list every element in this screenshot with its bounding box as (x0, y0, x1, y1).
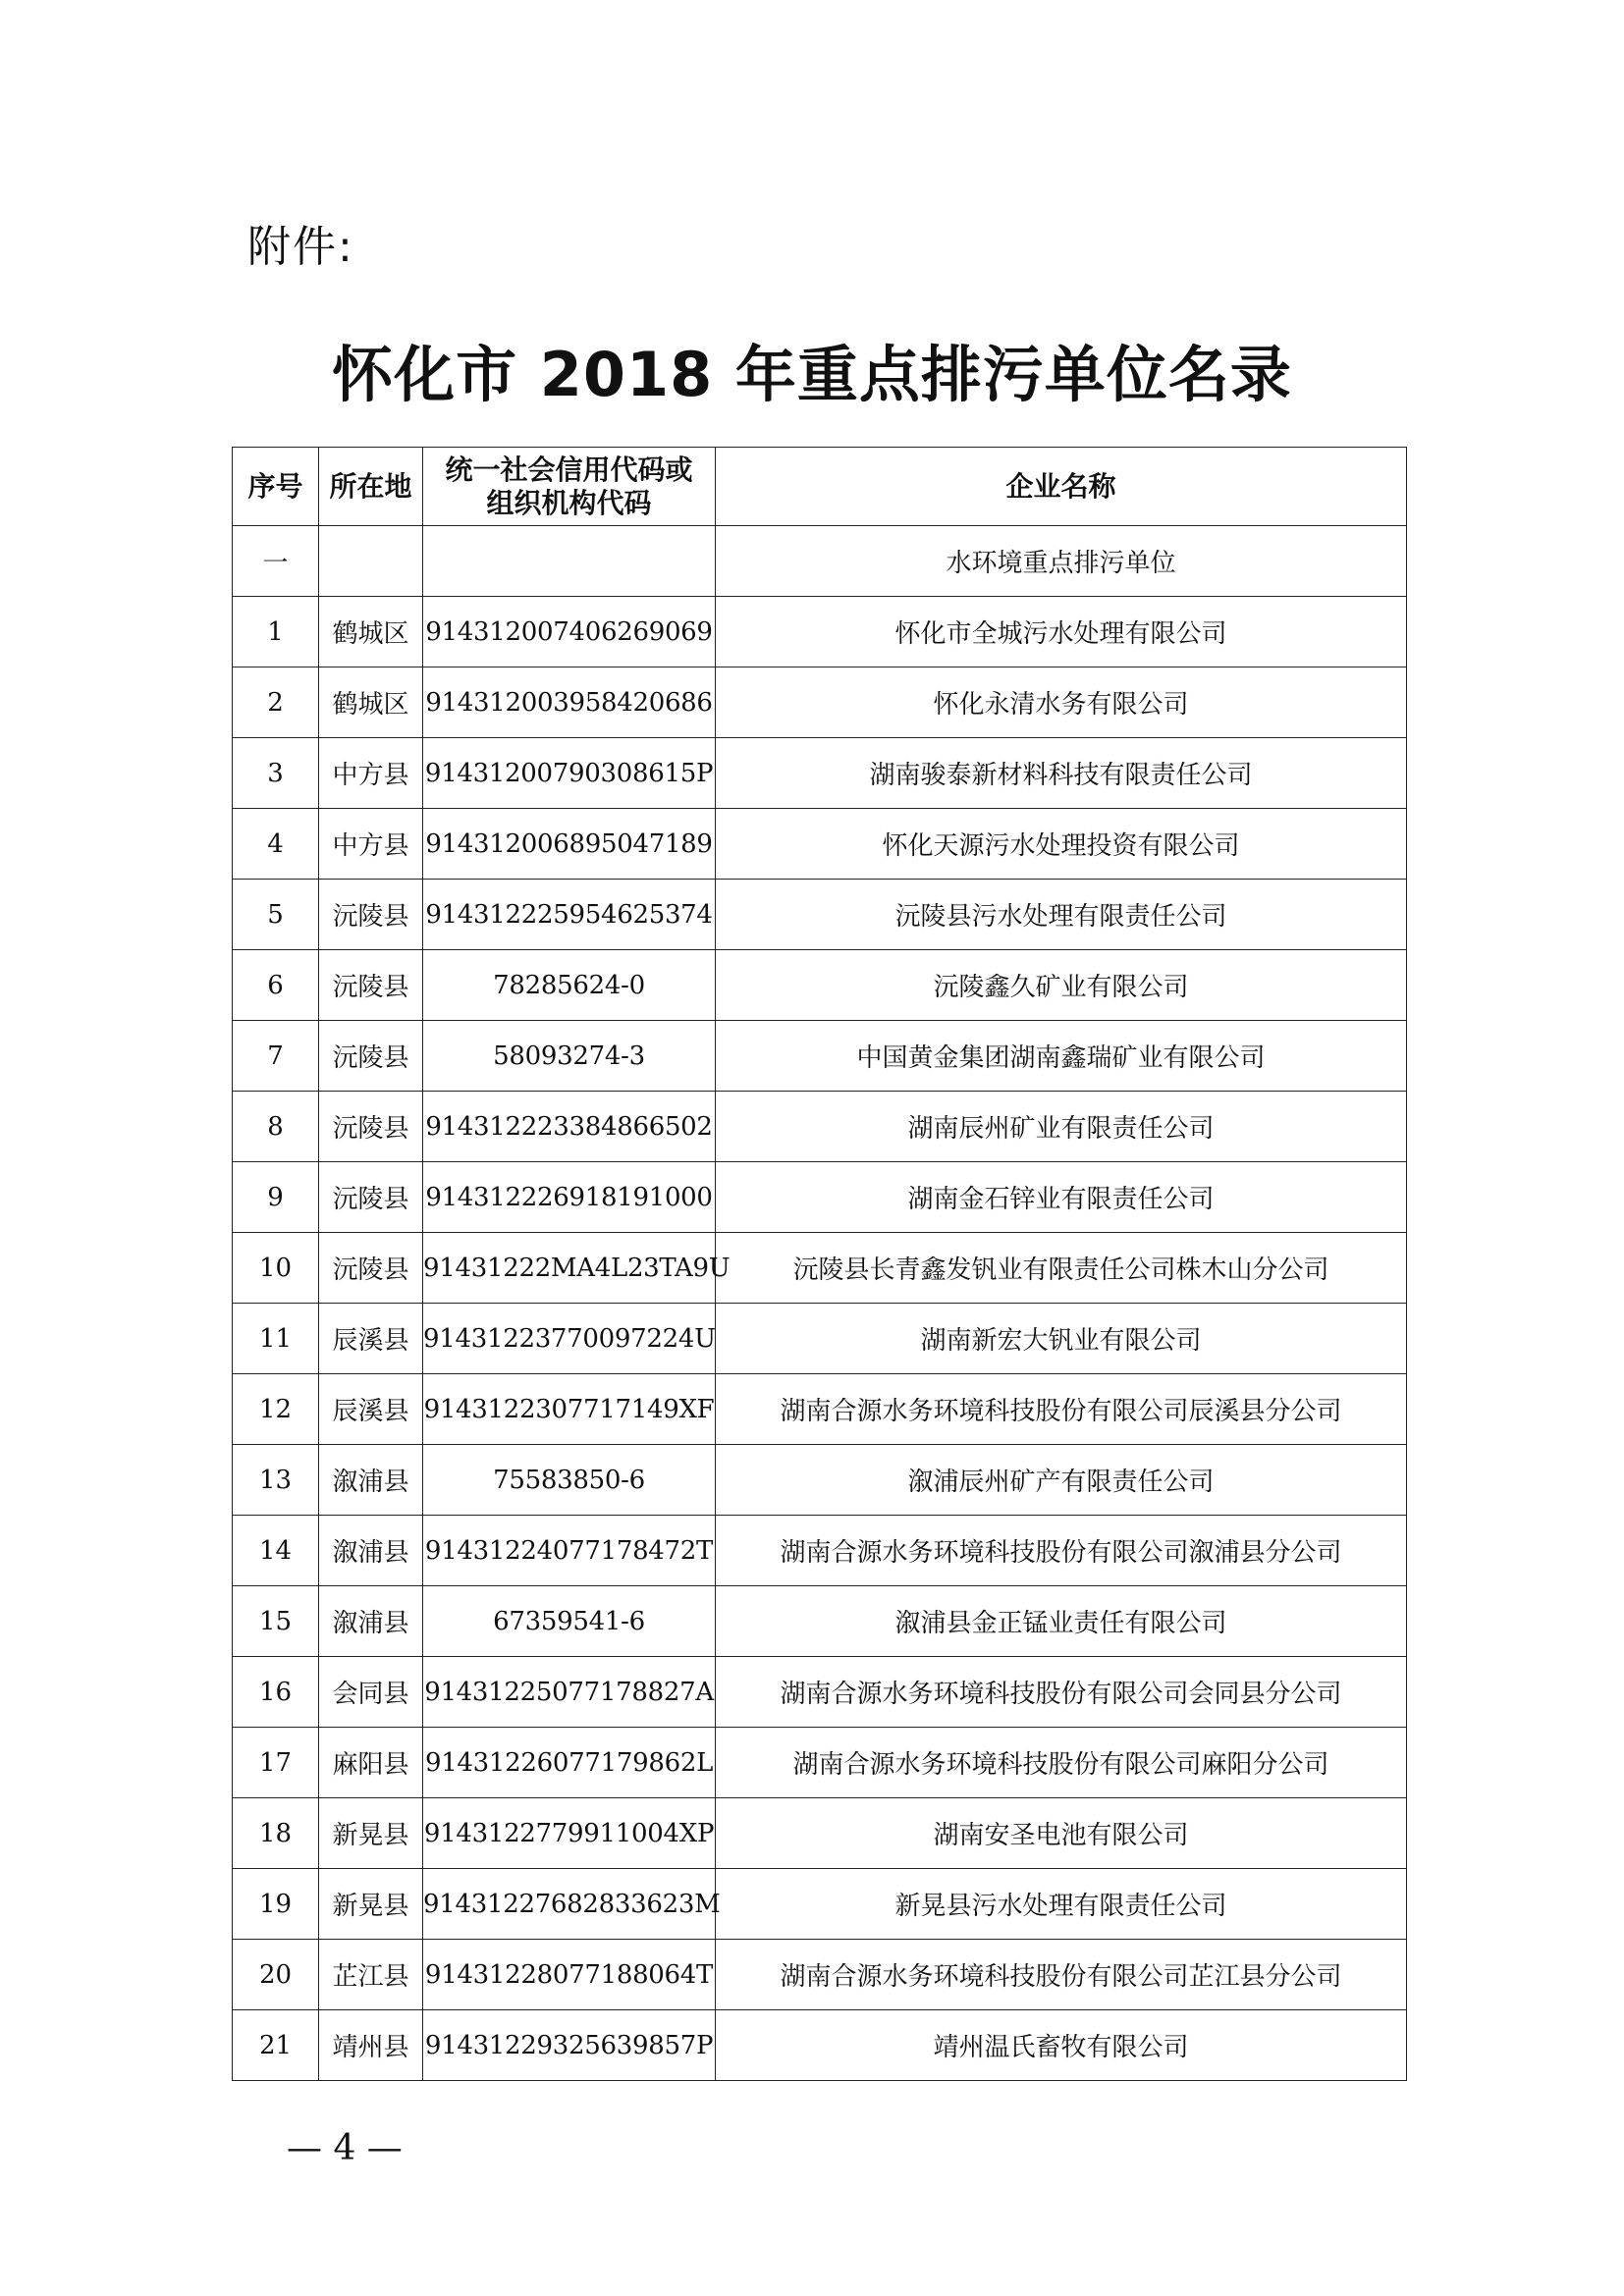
table-row (233, 809, 1407, 880)
cell-region: 溆浦县 (319, 1586, 423, 1657)
cell-seq: 13 (233, 1445, 319, 1516)
table-row (233, 1233, 1407, 1304)
cell-code: 58093274-3 (423, 1021, 716, 1092)
cell-name: 沅陵县长青鑫发钒业有限责任公司株木山分公司 (716, 1233, 1407, 1304)
cell-code: 91431222MA4L23TA9U (423, 1233, 716, 1304)
cell-code: 67359541-6 (423, 1586, 716, 1657)
header-region: 所在地 (319, 448, 423, 526)
cell-code: 91431223770097224U (423, 1304, 716, 1374)
cell-seq: 20 (233, 1940, 319, 2010)
cell-region: 沅陵县 (319, 1021, 423, 1092)
cell-name: 怀化永清水务有限公司 (716, 667, 1407, 738)
table-row (233, 1304, 1407, 1374)
cell-seq: 1 (233, 597, 319, 667)
cell-code: 9143122307717149XF (423, 1374, 716, 1445)
cell-code: 914312003958420686 (423, 667, 716, 738)
cell-name: 溆浦县金正锰业责任有限公司 (716, 1586, 1407, 1657)
cell-seq: 12 (233, 1374, 319, 1445)
cell-code: 91431225077178827A (423, 1657, 716, 1728)
table-row (233, 1940, 1407, 2010)
cell-region: 沅陵县 (319, 1092, 423, 1162)
cell-code: 91431229325639857P (423, 2010, 716, 2081)
cell-seq: 9 (233, 1162, 319, 1233)
cell-name: 新晃县污水处理有限责任公司 (716, 1869, 1407, 1940)
page-number: — 4 — (287, 2128, 403, 2168)
header-code-line2: 组织机构代码 (486, 486, 652, 519)
cell-region: 鹤城区 (319, 667, 423, 738)
cell-seq: 3 (233, 738, 319, 809)
cell-code: 91431227682833623M (423, 1869, 716, 1940)
table-row (233, 1728, 1407, 1798)
cell-name: 湖南安圣电池有限公司 (716, 1798, 1407, 1869)
cell-region: 辰溪县 (319, 1304, 423, 1374)
cell-seq: 11 (233, 1304, 319, 1374)
table-header-row (233, 448, 1407, 526)
section-seq: 一 (233, 526, 319, 597)
cell-region: 麻阳县 (319, 1728, 423, 1798)
cell-name: 湖南骏泰新材料科技有限责任公司 (716, 738, 1407, 809)
header-seq: 序号 (233, 448, 319, 526)
header-code (423, 448, 716, 526)
table-row (233, 950, 1407, 1021)
cell-name: 湖南新宏大钒业有限公司 (716, 1304, 1407, 1374)
cell-region: 中方县 (319, 809, 423, 880)
section-code (423, 526, 716, 597)
cell-region: 芷江县 (319, 1940, 423, 2010)
cell-seq: 16 (233, 1657, 319, 1728)
cell-code: 75583850-6 (423, 1445, 716, 1516)
table-row (233, 738, 1407, 809)
cell-region: 溆浦县 (319, 1516, 423, 1586)
cell-name: 湖南合源水务环境科技股份有限公司会同县分公司 (716, 1657, 1407, 1728)
cell-name: 湖南合源水务环境科技股份有限公司溆浦县分公司 (716, 1516, 1407, 1586)
table-row (233, 597, 1407, 667)
table-row (233, 2010, 1407, 2081)
enterprise-table (232, 447, 1407, 2081)
cell-seq: 18 (233, 1798, 319, 1869)
cell-seq: 5 (233, 880, 319, 950)
cell-code: 914312223384866502 (423, 1092, 716, 1162)
table-row (233, 880, 1407, 950)
cell-seq: 21 (233, 2010, 319, 2081)
cell-code: 914312225954625374 (423, 880, 716, 950)
section-name: 水环境重点排污单位 (716, 526, 1407, 597)
cell-code: 91431224077178472T (423, 1516, 716, 1586)
table-row (233, 1445, 1407, 1516)
table-row (233, 1798, 1407, 1869)
cell-region: 沅陵县 (319, 880, 423, 950)
cell-region: 靖州县 (319, 2010, 423, 2081)
table-row (233, 667, 1407, 738)
cell-name: 沅陵县污水处理有限责任公司 (716, 880, 1407, 950)
cell-region: 沅陵县 (319, 950, 423, 1021)
table-row (233, 1021, 1407, 1092)
cell-region: 新晃县 (319, 1869, 423, 1940)
cell-seq: 7 (233, 1021, 319, 1092)
table-row (233, 1162, 1407, 1233)
cell-code: 78285624-0 (423, 950, 716, 1021)
cell-region: 会同县 (319, 1657, 423, 1728)
cell-seq: 15 (233, 1586, 319, 1657)
cell-seq: 6 (233, 950, 319, 1021)
table-row (233, 1374, 1407, 1445)
table-row (233, 1516, 1407, 1586)
section-region (319, 526, 423, 597)
table-row (233, 1869, 1407, 1940)
cell-name: 湖南合源水务环境科技股份有限公司辰溪县分公司 (716, 1374, 1407, 1445)
cell-region: 中方县 (319, 738, 423, 809)
cell-region: 沅陵县 (319, 1233, 423, 1304)
header-code-line1: 统一社会信用代码或 (445, 453, 693, 486)
cell-code: 9143122779911004XP (423, 1798, 716, 1869)
cell-seq: 4 (233, 809, 319, 880)
cell-seq: 10 (233, 1233, 319, 1304)
cell-code: 914312006895047189 (423, 809, 716, 880)
table-row (233, 1092, 1407, 1162)
cell-code: 91431200790308615P (423, 738, 716, 809)
cell-code: 91431228077188064T (423, 1940, 716, 2010)
cell-seq: 14 (233, 1516, 319, 1586)
cell-name: 怀化天源污水处理投资有限公司 (716, 809, 1407, 880)
table-row (233, 1657, 1407, 1728)
cell-code: 914312226918191000 (423, 1162, 716, 1233)
cell-name: 溆浦辰州矿产有限责任公司 (716, 1445, 1407, 1516)
cell-region: 溆浦县 (319, 1445, 423, 1516)
cell-seq: 19 (233, 1869, 319, 1940)
cell-name: 湖南合源水务环境科技股份有限公司麻阳分公司 (716, 1728, 1407, 1798)
cell-region: 新晃县 (319, 1798, 423, 1869)
cell-name: 怀化市全城污水处理有限公司 (716, 597, 1407, 667)
cell-region: 沅陵县 (319, 1162, 423, 1233)
cell-region: 鹤城区 (319, 597, 423, 667)
header-name: 企业名称 (716, 448, 1407, 526)
cell-name: 中国黄金集团湖南鑫瑞矿业有限公司 (716, 1021, 1407, 1092)
cell-name: 湖南辰州矿业有限责任公司 (716, 1092, 1407, 1162)
table-row (233, 1586, 1407, 1657)
cell-seq: 2 (233, 667, 319, 738)
cell-name: 湖南金石锌业有限责任公司 (716, 1162, 1407, 1233)
cell-name: 沅陵鑫久矿业有限公司 (716, 950, 1407, 1021)
cell-seq: 8 (233, 1092, 319, 1162)
cell-seq: 17 (233, 1728, 319, 1798)
attachment-label: 附件: (247, 222, 354, 272)
section-row (233, 526, 1407, 597)
cell-region: 辰溪县 (319, 1374, 423, 1445)
cell-name: 湖南合源水务环境科技股份有限公司芷江县分公司 (716, 1940, 1407, 2010)
cell-code: 914312007406269069 (423, 597, 716, 667)
cell-name: 靖州温氏畜牧有限公司 (716, 2010, 1407, 2081)
cell-code: 91431226077179862L (423, 1728, 716, 1798)
document-title: 怀化市 2018 年重点排污单位名录 (332, 339, 1292, 410)
